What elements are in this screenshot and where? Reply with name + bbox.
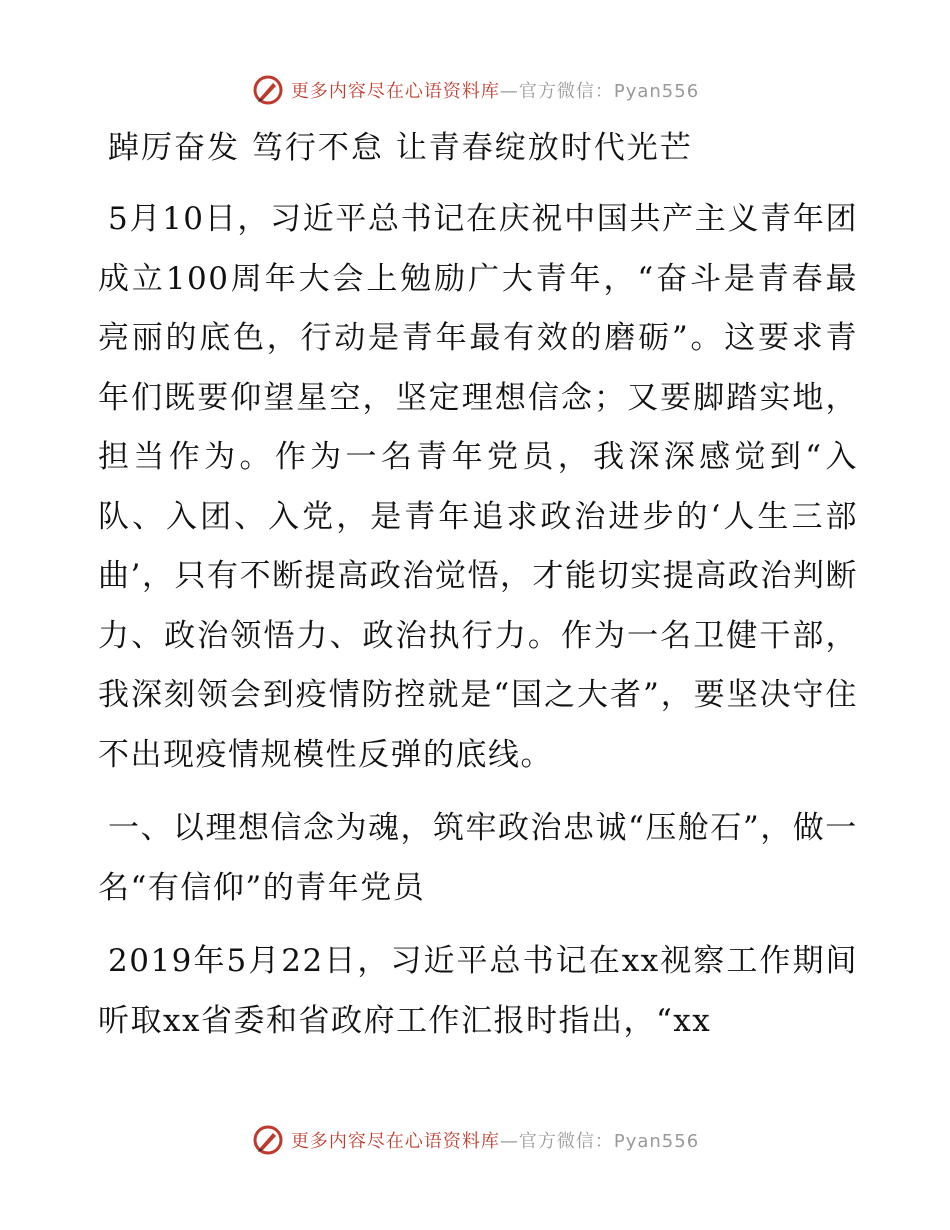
paragraph-section-1: 2019年5月22日，习近平总书记在xx视察工作期间听取xx省委和省政府工作汇报时指出，“xx: [98, 943, 858, 1039]
section-heading-1: 一、以理想信念为魂，筑牢政治忠诚“压舱石”，做一名“有信仰”的青年党员: [98, 810, 858, 906]
paragraph-intro: 5月10日，习近平总书记在庆祝中国共产主义青年团成立100周年大会上勉励广大青年，“奋斗是青春最亮丽的底色，行动是青年最有效的磨砺”。这要求青年们既要仰望星空，坚定理想信念；又要脚踏实地，担当作为。作为一名青年党员，我深深感觉到“入队、入团、入党，是青年追求政治进步的‘人生三部曲’，只有不断提高政治觉悟，才能切实提高政治判断力、政治领悟力、政治执行力。作为一名卫健干部，我深刻领会到疫情防控就是“国之大者”，要坚决守住不出现疫情规模性反弹的底线。: [98, 201, 858, 773]
watermark-main-text: 更多内容尽在心语资料库: [290, 81, 500, 102]
pen-logo-icon: [251, 73, 285, 107]
document-title: 踔厉奋发 笃行不怠 让青春绽放时代光芒: [108, 130, 693, 166]
document-body: [98, 118, 858, 1051]
watermark-header: [0, 70, 950, 110]
watermark-footer: [0, 1120, 950, 1160]
watermark-sub-text: —官方微信：Pyan556: [499, 81, 700, 102]
watermark-main-text: 更多内容尽在心语资料库: [290, 1131, 500, 1152]
watermark-sub-text: —官方微信：Pyan556: [499, 1131, 700, 1152]
pen-logo-icon: [251, 1123, 285, 1157]
